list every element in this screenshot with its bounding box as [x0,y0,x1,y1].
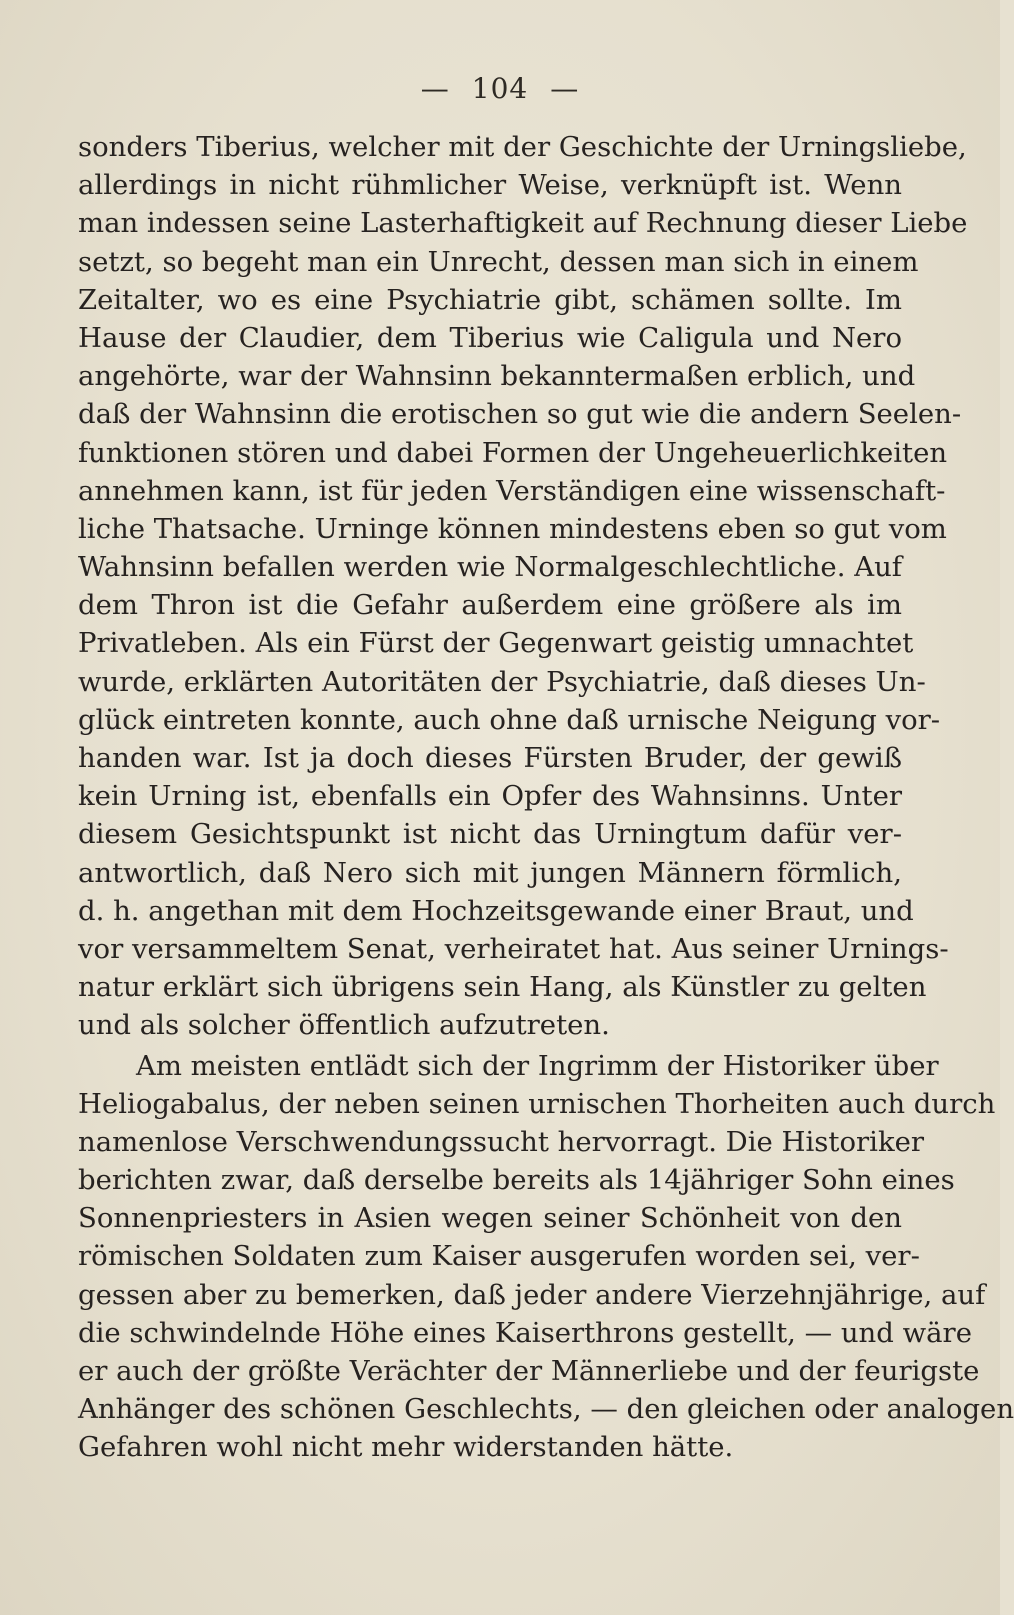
text-line: natur erklärt sich übrigens sein Hang, als Künstler zu gelten [78,971,927,1004]
page-number: 104 [471,72,529,105]
text-line: allerdings in nicht rühmlicher Weise, verknüpft ist. Wenn [78,169,902,202]
text-line: die schwindelnde Höhe eines Kaiserthrons gestellt, — und wäre [78,1316,972,1349]
text-line: man indessen seine Lasterhaftigkeit auf Rechnung dieser Liebe [78,207,968,240]
text-line: angehörte, war der Wahnsinn bekanntermaßen erblich, und [78,360,916,393]
text-line: kein Urning ist, ebenfalls ein Opfer des Wahnsinns. Unter [78,780,902,813]
text-line: antwortlich, daß Nero sich mit jungen Männern förmlich, [78,856,902,889]
text-line: Privatleben. Als ein Fürst der Gegenwart geistig umnachtet [78,627,914,660]
text-line: gessen aber zu bemerken, daß jeder andere Vierzehnjährige, auf [78,1278,986,1311]
text-line: wurde, erklärten Autoritäten der Psychiatrie, daß dieses Un- [78,665,926,698]
text-line: berichten zwar, daß derselbe bereits als 14jähriger Sohn eines [78,1164,955,1197]
text-line: Sonnenpriesters in Asien wegen seiner Schönheit von den [78,1202,902,1235]
paragraph-2 [78,1047,1014,1467]
text-line: annehmen kann, ist für jeden Verständigen eine wissenschaft- [78,474,946,507]
text-line: Gefahren wohl nicht mehr widerstanden hätte. [78,1431,734,1464]
paragraph-1 [78,128,968,1045]
text-line: diesem Gesichtspunkt ist nicht das Urningtum dafür ver- [78,818,902,851]
text-line: Wahnsinn befallen werden wie Normalgeschlechtliche. Auf [78,551,902,584]
text-line: d. h. angethan mit dem Hochzeitsgewande einer Braut, und [78,894,914,927]
text-line: liche Thatsache. Urninge können mindestens eben so gut vom [78,512,947,545]
text-line: und als solcher öffentlich aufzutreten. [78,1009,610,1042]
text-line: namenlose Verschwendungssucht hervorragt. Die Historiker [78,1125,925,1158]
text-line: handen war. Ist ja doch dieses Fürsten Bruder, der gewiß [78,742,902,774]
text-line: vor versammeltem Senat, verheiratet hat. Aus seiner Urnings- [78,932,949,965]
body-text [78,128,1014,1467]
page-number-dash-left: — [420,72,450,105]
page-number-header [0,72,1000,105]
text-line: Am meisten entlädt sich der Ingrimm der Historiker über [136,1049,939,1082]
text-line: Hause der Claudier, dem Tiberius wie Caligula und Nero [78,321,902,354]
text-line: glück eintreten konnte, auch ohne daß urnische Neigung vor- [78,703,941,736]
text-line: setzt, so begeht man ein Unrecht, dessen man sich in einem [78,245,919,278]
text-line: Zeitalter, wo es eine Psychiatrie gibt, schämen sollte. Im [78,283,902,316]
text-line: dem Thron ist die Gefahr außerdem eine größere als im [78,589,902,622]
text-line: daß der Wahnsinn die erotischen so gut wie die andern Seelen- [78,398,962,431]
text-line: sonders Tiberius, welcher mit der Geschichte der Urningsliebe, [78,131,967,163]
page-number-dash-right: — [550,72,580,105]
text-line: Anhänger des schönen Geschlechts, — den gleichen oder analogen [78,1393,1014,1426]
text-line: funktionen stören und dabei Formen der Ungeheuerlichkeiten [78,436,948,469]
text-line: er auch der größte Verächter der Männerliebe und der feurigste [78,1355,980,1387]
text-line: Heliogabalus, der neben seinen urnischen Thorheiten auch durch [78,1087,996,1120]
text-line: römischen Soldaten zum Kaiser ausgerufen worden sei, ver- [78,1240,920,1273]
